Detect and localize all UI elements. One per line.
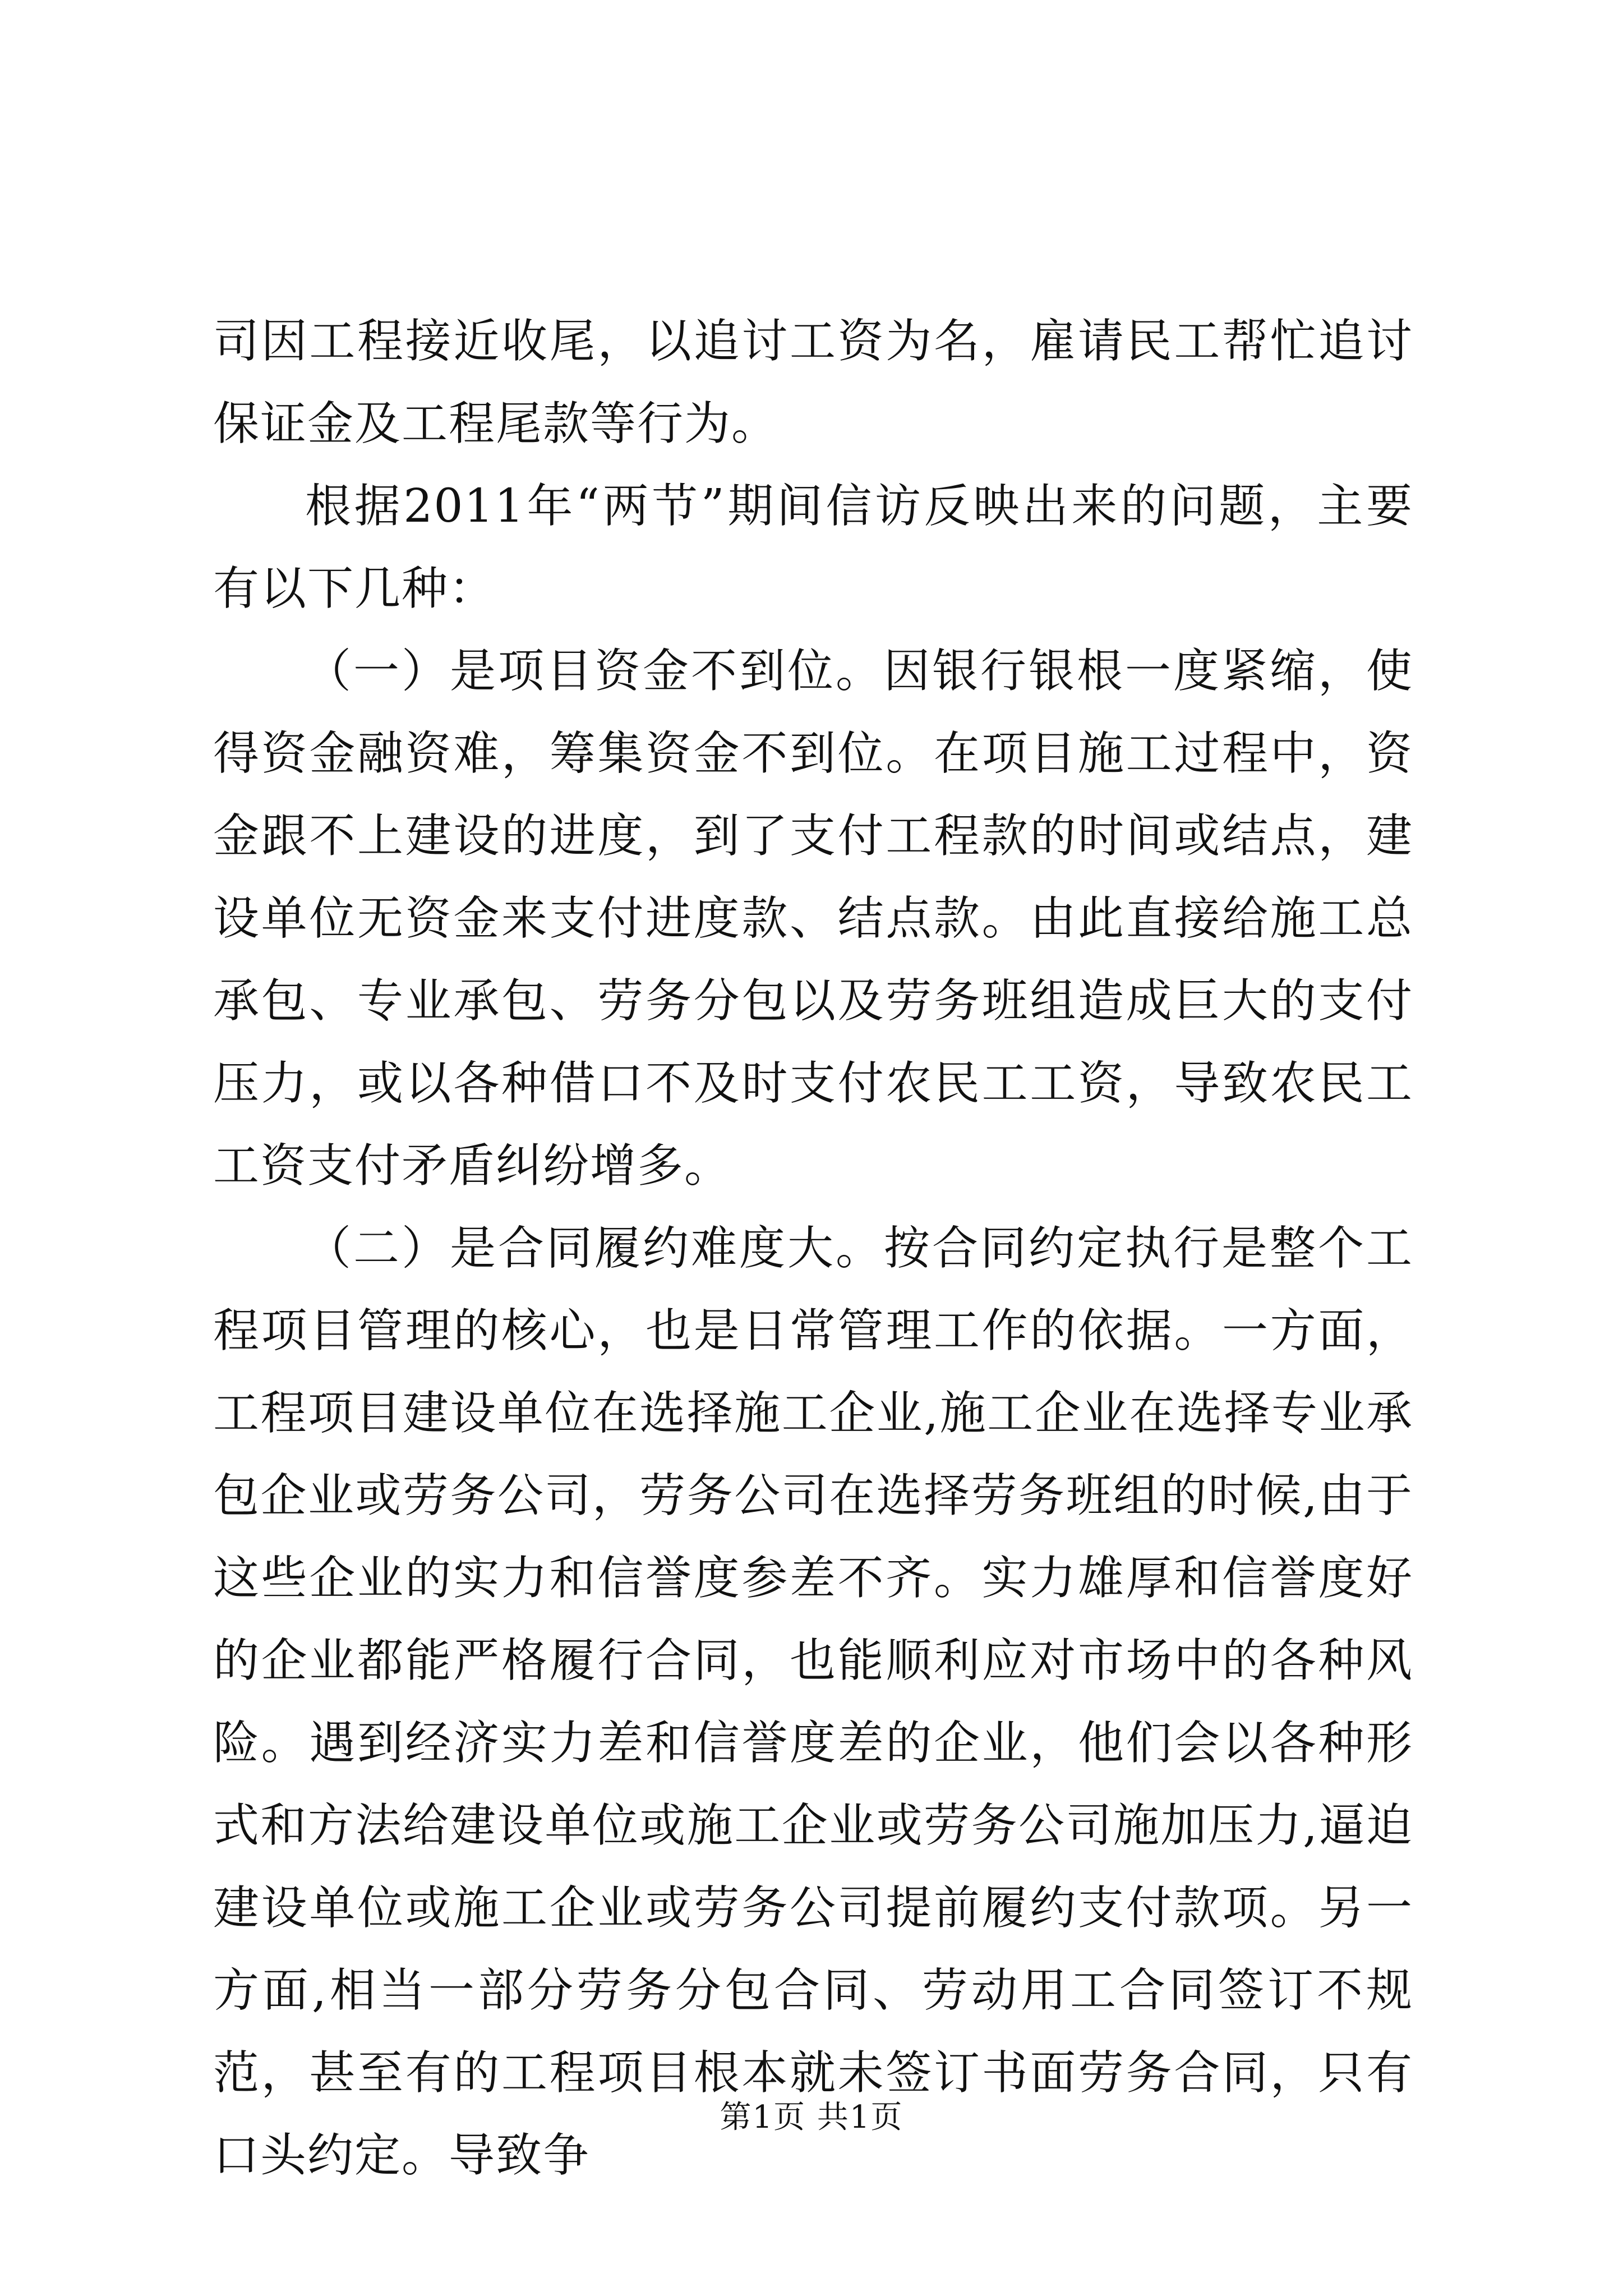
paragraph-continuation: 司因工程接近收尾，以追讨工资为名，雇请民工帮忙追讨保证金及工程尾款等行为。 bbox=[213, 315, 1413, 450]
page-footer: 第1页 共1页 bbox=[720, 2099, 903, 2136]
paragraph-intro: 根据2011年“两节”期间信访反映出来的问题，主要有以下几种： bbox=[213, 480, 1413, 615]
document-body bbox=[213, 300, 1413, 2197]
paragraph-item-one: （一）是项目资金不到位。因银行银根一度紧缩，使得资金融资难，筹集资金不到位。在项目施工过程中，资金跟不上建设的进度，到了支付工程款的时间或结点，建设单位无资金来支付进度款、结点款。由此直接给施工总承包、专业承包、劳务分包以及劳务班组造成巨大的支付压力，或以各种借口不及时支付农民工工资，导致农民工工资支付矛盾纠纷增多。 bbox=[213, 645, 1413, 1193]
paragraph-item-two: （二）是合同履约难度大。按合同约定执行是整个工程项目管理的核心，也是日常管理工作的依据。一方面，工程项目建设单位在选择施工企业,施工企业在选择专业承包企业或劳务公司，劳务公司在选择劳务班组的时候,由于这些企业的实力和信誉度参差不齐。实力雄厚和信誉度好的企业都能严格履行合同，也能顺利应对市场中的各种风险。遇到经济实力差和信誉度差的企业，他们会以各种形式和方法给建设单位或施工企业或劳务公司施加压力,逼迫建设单位或施工企业或劳务公司提前履约支付款项。另一方面,相当一部分劳务分包合同、劳动用工合同签订不规范，甚至有的工程项目根本就未签订书面劳务合同，只有口头约定。导致争 bbox=[213, 1222, 1413, 2182]
